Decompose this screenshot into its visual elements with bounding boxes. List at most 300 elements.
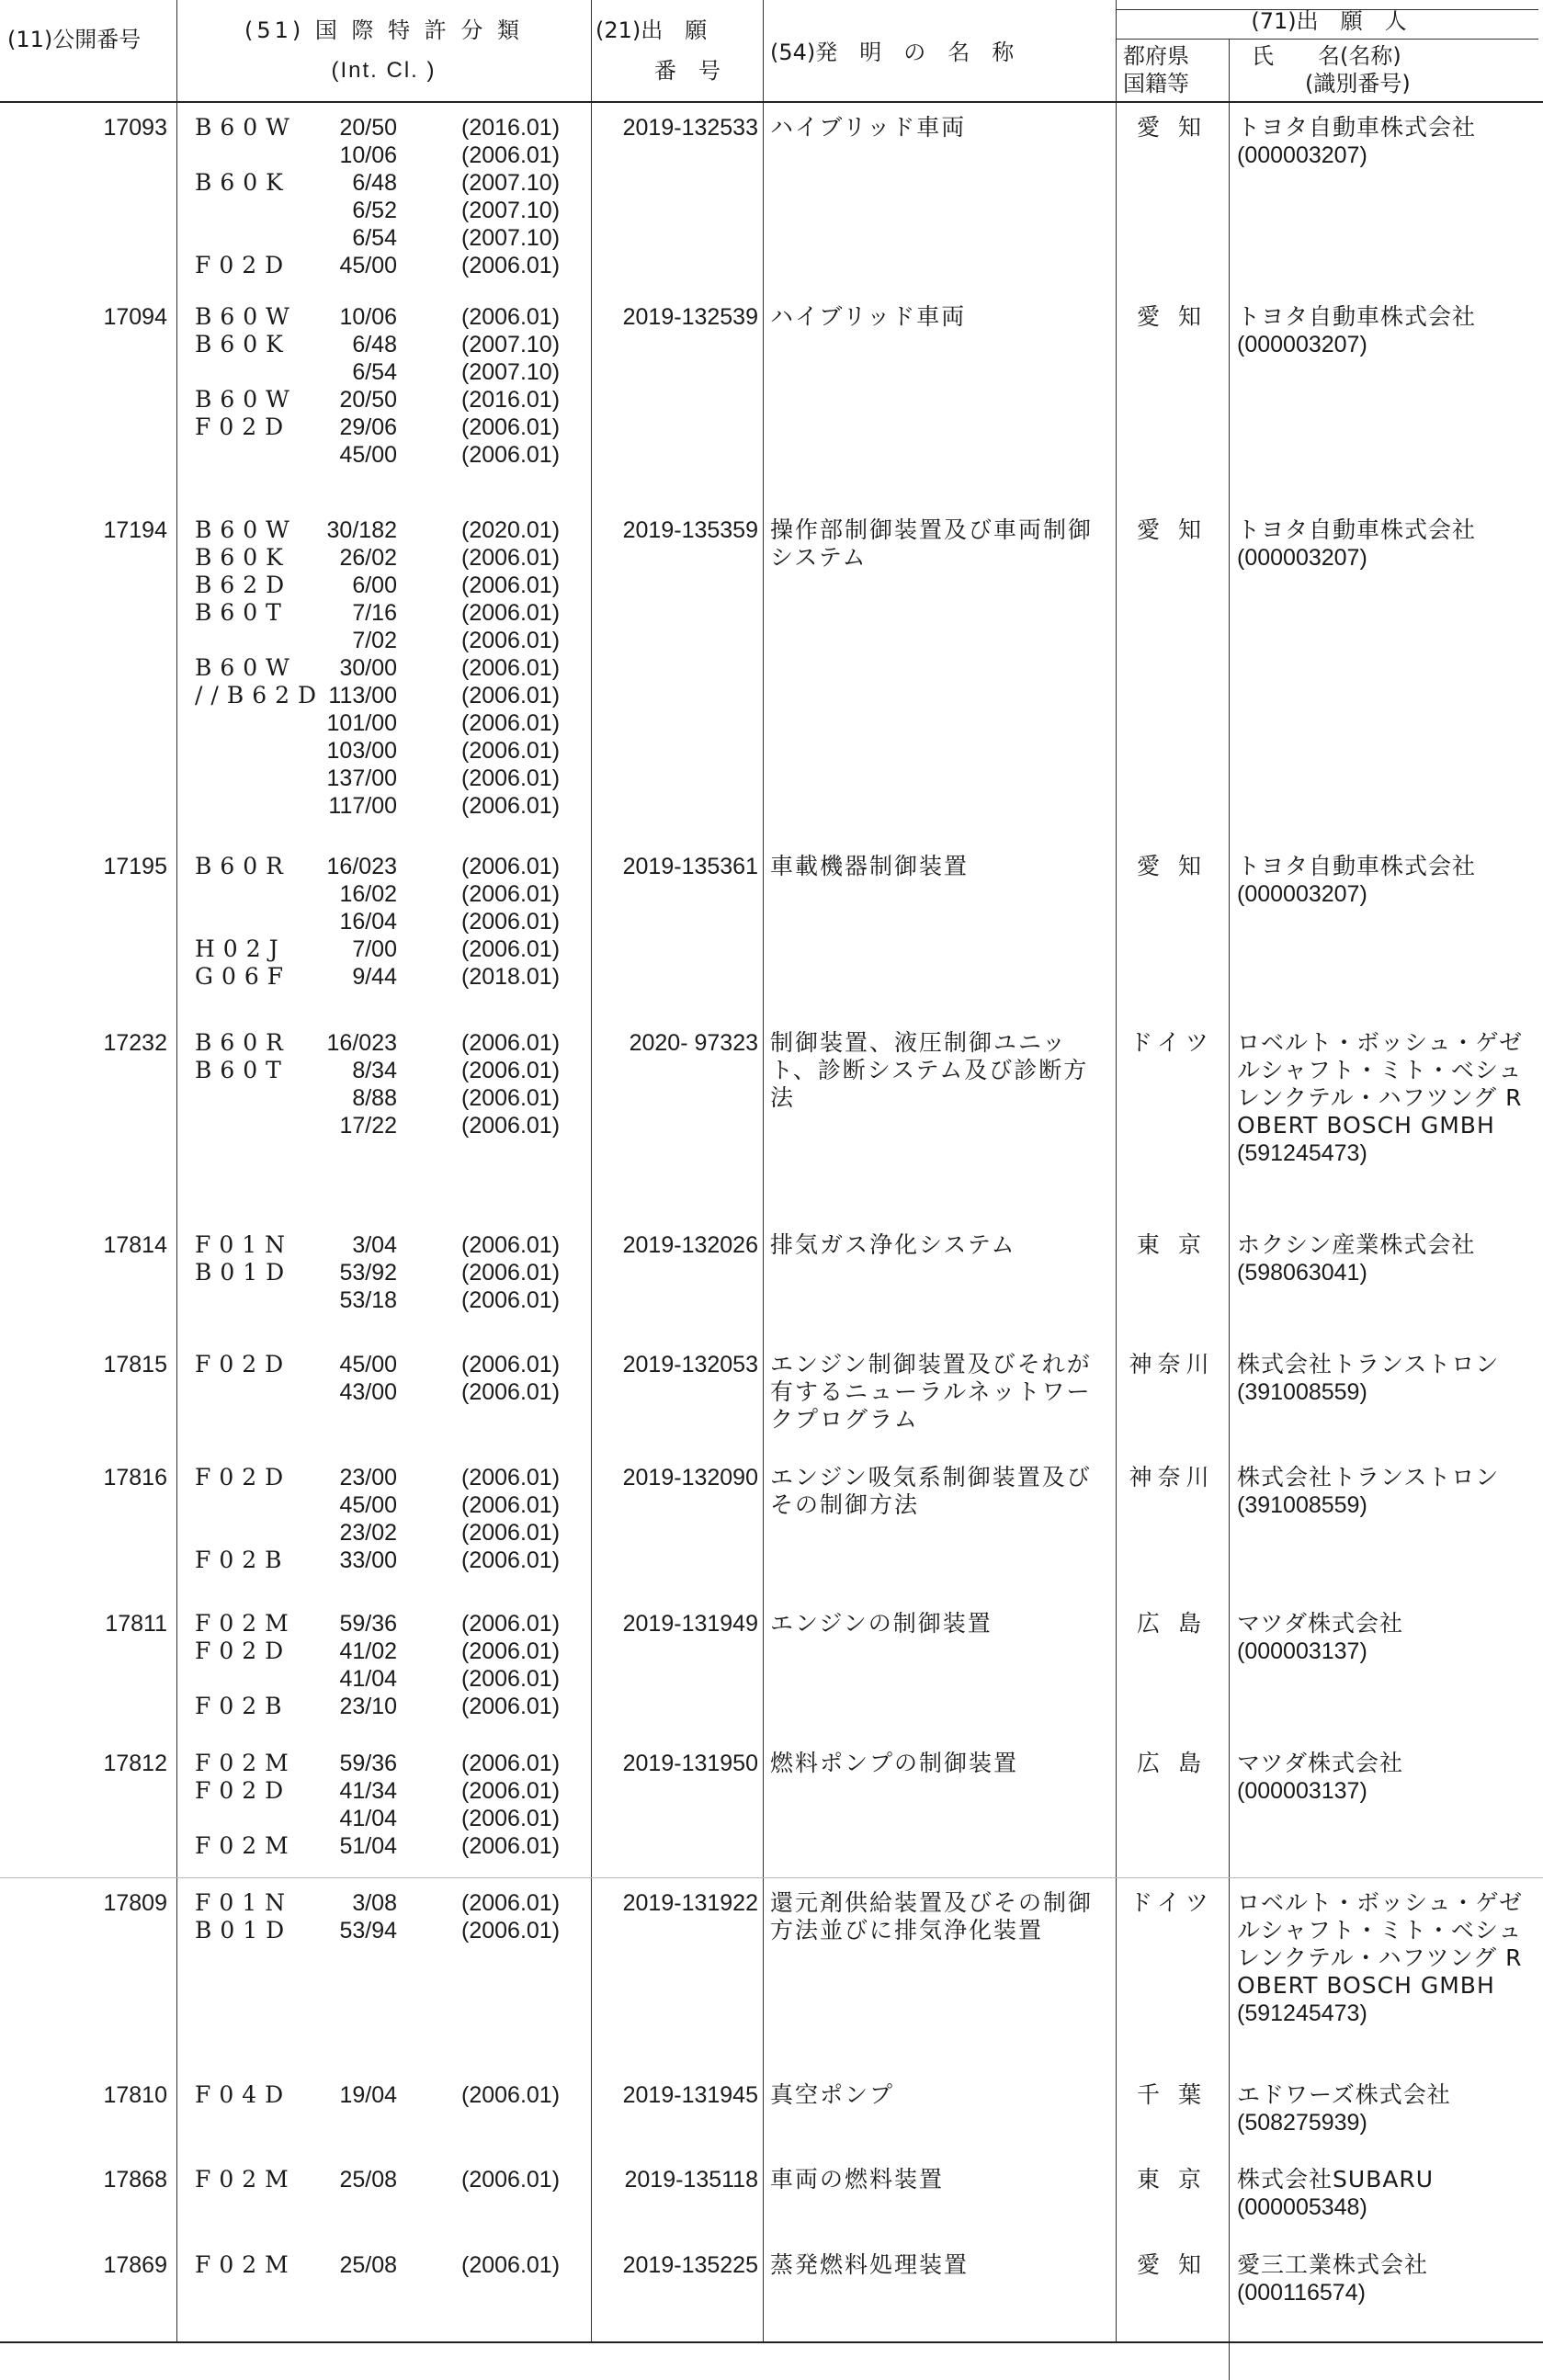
ipc-classification-list xyxy=(195,853,590,991)
header-pref: 都府県 xyxy=(1123,43,1189,69)
publication-number: 17094 xyxy=(103,304,167,330)
ipc-classification-list xyxy=(195,1029,590,1139)
ipc-version: (2006.01) xyxy=(461,854,561,879)
column-rule xyxy=(763,0,764,2341)
ipc-group: 23/02 xyxy=(339,1520,397,1546)
ipc-version: (2006.01) xyxy=(461,1260,561,1286)
applicant-name: トヨタ自動車株式会社 (000003207) xyxy=(1237,114,1538,169)
ipc-group: 53/18 xyxy=(339,1287,397,1313)
ipc-entry xyxy=(195,963,590,991)
applicant-id: (000003207) xyxy=(1237,142,1367,168)
ipc-entry xyxy=(195,386,590,414)
ipc-version: (2006.01) xyxy=(461,1058,561,1083)
applicant-prefecture: 東 京 xyxy=(1137,2166,1207,2193)
ipc-version: (2006.01) xyxy=(461,1352,561,1377)
ipc-group: 30/182 xyxy=(326,517,397,543)
ipc-group: 8/88 xyxy=(352,1085,397,1111)
applicant-prefecture: ドイツ xyxy=(1129,1029,1214,1056)
applicant-name: 株式会社トランストロン (391008559) xyxy=(1237,1464,1538,1519)
ipc-group: 29/06 xyxy=(339,414,397,440)
ipc-entry xyxy=(195,1610,590,1638)
ipc-group: 9/44 xyxy=(352,964,397,990)
publication-number: 17814 xyxy=(103,1232,167,1258)
application-number: 2019-132090 xyxy=(622,1465,758,1490)
column-rule xyxy=(591,0,592,2341)
ipc-group: 17/22 xyxy=(339,1113,397,1139)
invention-title: エンジン吸気系制御装置及びその制御方法 xyxy=(770,1464,1092,1518)
ipc-section: F01N xyxy=(195,1889,294,1916)
ipc-group: 41/34 xyxy=(339,1778,397,1804)
applicant-id: (598063041) xyxy=(1237,1260,1367,1286)
ipc-section: F02D xyxy=(195,1351,292,1377)
ipc-group: 45/00 xyxy=(339,1492,397,1518)
header-rule xyxy=(1116,39,1538,40)
ipc-entry xyxy=(195,1777,590,1805)
applicant-name: 株式会社トランストロン (391008559) xyxy=(1237,1351,1538,1406)
ipc-group: 26/02 xyxy=(339,545,397,571)
ipc-entry xyxy=(195,1805,590,1832)
header-app-no-sub: 番 号 xyxy=(654,58,720,84)
publication-number: 17195 xyxy=(103,854,167,879)
ipc-classification-list xyxy=(195,516,590,820)
ipc-version: (2006.01) xyxy=(461,1547,561,1573)
ipc-entry xyxy=(195,224,590,252)
invention-title: 車載機器制御装置 xyxy=(770,853,970,879)
publication-number: 17868 xyxy=(103,2167,167,2193)
ipc-section: F02B xyxy=(195,1693,290,1719)
ipc-group: 45/00 xyxy=(339,253,397,278)
ipc-entry xyxy=(195,252,590,279)
ipc-section: F01N xyxy=(195,1231,294,1258)
ipc-group: 43/00 xyxy=(339,1379,397,1405)
applicant-id: (000003207) xyxy=(1237,881,1367,907)
ipc-version: (2016.01) xyxy=(461,387,561,413)
ipc-version: (2006.01) xyxy=(461,1232,561,1258)
application-number: 2019-135225 xyxy=(622,2252,758,2278)
ipc-entry xyxy=(195,935,590,963)
ipc-section: B62D xyxy=(195,572,293,598)
ipc-group: 30/00 xyxy=(339,655,397,681)
ipc-section: H02J xyxy=(195,935,287,962)
ipc-group: 7/02 xyxy=(352,628,397,653)
header-name-sub: (識別番号) xyxy=(1305,71,1411,96)
ipc-group: 53/94 xyxy=(339,1918,397,1944)
ipc-entry xyxy=(195,853,590,880)
ipc-group: 6/48 xyxy=(352,170,397,196)
ipc-section: F04D xyxy=(195,2081,292,2108)
applicant-prefecture: 東 京 xyxy=(1137,1231,1207,1258)
invention-title: 制御装置、液圧制御ユニット、診断システム及び診断方法 xyxy=(770,1029,1089,1111)
applicant-prefecture: 広 島 xyxy=(1137,1610,1207,1637)
ipc-group: 25/08 xyxy=(339,2252,397,2278)
invention-title: ハイブリッド車両 xyxy=(770,114,967,141)
ipc-entry xyxy=(195,1259,590,1286)
header-title: (54)発 明 の 名 称 xyxy=(770,40,1015,65)
application-number: 2019-131950 xyxy=(622,1751,758,1776)
ipc-section: F02M xyxy=(195,1750,297,1776)
applicant-name: マツダ株式会社 (000003137) xyxy=(1237,1750,1538,1805)
ipc-version: (2006.01) xyxy=(461,253,561,278)
ipc-version: (2006.01) xyxy=(461,545,561,571)
ipc-group: 103/00 xyxy=(326,738,397,764)
applicant-name: トヨタ自動車株式会社 (000003207) xyxy=(1237,516,1538,572)
publication-number: 17869 xyxy=(103,2252,167,2278)
ipc-group: 25/08 xyxy=(339,2167,397,2193)
applicant-prefecture: 愛 知 xyxy=(1137,2251,1207,2278)
ipc-group: 51/04 xyxy=(339,1833,397,1859)
ipc-entry xyxy=(195,682,590,709)
ipc-entry xyxy=(195,1832,590,1860)
application-number: 2020- 97323 xyxy=(629,1030,758,1056)
ipc-version: (2007.10) xyxy=(461,198,561,223)
ipc-section: B60T xyxy=(195,1057,289,1083)
ipc-entry xyxy=(195,1491,590,1519)
ipc-version: (2006.01) xyxy=(461,1465,561,1490)
application-number: 2019-132026 xyxy=(622,1232,758,1258)
ipc-entry xyxy=(195,1286,590,1314)
ipc-classification-list xyxy=(195,1351,590,1406)
ipc-group: 113/00 xyxy=(328,683,397,708)
ipc-group: 137/00 xyxy=(326,765,397,791)
ipc-version: (2006.01) xyxy=(461,1833,561,1859)
publication-number: 17810 xyxy=(103,2082,167,2108)
ipc-classification-list xyxy=(195,2251,590,2279)
ipc-section: F02M xyxy=(195,1610,297,1637)
ipc-group: 45/00 xyxy=(339,442,397,468)
publication-number: 17811 xyxy=(105,1611,167,1637)
ipc-group: 20/50 xyxy=(339,387,397,413)
applicant-id: (591245473) xyxy=(1237,2000,1367,2026)
publication-number: 17232 xyxy=(103,1030,167,1056)
header-pref-sub: 国籍等 xyxy=(1123,71,1189,96)
applicant-prefecture: 神奈川 xyxy=(1129,1351,1215,1377)
ipc-section: //B62D xyxy=(195,682,325,708)
application-number: 2019-135359 xyxy=(622,517,758,543)
invention-title: ハイブリッド車両 xyxy=(770,303,967,330)
ipc-group: 59/36 xyxy=(339,1611,397,1637)
ipc-group: 16/023 xyxy=(326,1030,397,1056)
header-app-no: (21)出 願 xyxy=(596,17,708,43)
application-number: 2019-132053 xyxy=(622,1352,758,1377)
ipc-version: (2016.01) xyxy=(461,115,561,141)
column-rule xyxy=(1229,39,1230,2380)
ipc-group: 23/10 xyxy=(339,1694,397,1719)
ipc-section: B60T xyxy=(195,599,289,626)
ipc-entry xyxy=(195,1057,590,1084)
ipc-entry xyxy=(195,572,590,599)
ipc-entry xyxy=(195,197,590,224)
ipc-version: (2007.10) xyxy=(461,225,561,251)
applicant-prefecture: ドイツ xyxy=(1129,1889,1214,1916)
ipc-entry xyxy=(195,2081,590,2109)
publication-number: 17194 xyxy=(103,517,167,543)
ipc-version: (2006.01) xyxy=(461,1611,561,1637)
ipc-version: (2006.01) xyxy=(461,142,561,168)
ipc-version: (2006.01) xyxy=(461,1918,561,1944)
header-applicant: (71)出 願 人 xyxy=(1251,8,1407,34)
ipc-group: 10/06 xyxy=(339,304,397,330)
header-rule xyxy=(0,101,1543,103)
ipc-section: B60W xyxy=(195,386,298,413)
ipc-version: (2006.01) xyxy=(461,1751,561,1776)
applicant-id: (000116574) xyxy=(1237,2280,1366,2306)
ipc-version: (2006.01) xyxy=(461,881,561,907)
invention-title: エンジンの制御装置 xyxy=(770,1610,993,1637)
applicant-id: (391008559) xyxy=(1237,1492,1367,1518)
applicant-name: マツダ株式会社 (000003137) xyxy=(1237,1610,1538,1665)
row-separator xyxy=(0,1877,1543,1878)
ipc-section: F02D xyxy=(195,1464,292,1490)
ipc-group: 8/34 xyxy=(352,1058,397,1083)
ipc-classification-list xyxy=(195,1889,590,1944)
applicant-id: (000003137) xyxy=(1237,1778,1367,1804)
header-name: 氏 名(名称) xyxy=(1252,43,1401,69)
applicant-prefecture: 愛 知 xyxy=(1137,114,1207,141)
ipc-classification-list xyxy=(195,1464,590,1574)
ipc-version: (2006.01) xyxy=(461,2252,561,2278)
application-number: 2019-131949 xyxy=(622,1611,758,1637)
ipc-section: G06F xyxy=(195,963,292,990)
ipc-group: 59/36 xyxy=(339,1751,397,1776)
ipc-section: B60W xyxy=(195,114,298,141)
applicant-id: (591245473) xyxy=(1237,1140,1367,1166)
header-ipc-sub: (Int. Cl. ) xyxy=(331,58,437,83)
ipc-section: F02M xyxy=(195,1832,297,1859)
ipc-section: F02B xyxy=(195,1547,290,1573)
ipc-entry xyxy=(195,627,590,654)
ipc-group: 3/04 xyxy=(352,1232,397,1258)
ipc-version: (2006.01) xyxy=(461,600,561,626)
ipc-group: 10/06 xyxy=(339,142,397,168)
ipc-version: (2007.10) xyxy=(461,359,561,385)
ipc-entry xyxy=(195,1638,590,1665)
ipc-entry xyxy=(195,1464,590,1491)
invention-title: 真空ポンプ xyxy=(770,2081,895,2108)
invention-title: 燃料ポンプの制御装置 xyxy=(770,1750,1019,1776)
ipc-version: (2006.01) xyxy=(461,628,561,653)
ipc-version: (2006.01) xyxy=(461,442,561,468)
ipc-entry xyxy=(195,737,590,765)
ipc-entry xyxy=(195,169,590,197)
ipc-classification-list xyxy=(195,1610,590,1720)
ipc-entry xyxy=(195,1693,590,1720)
ipc-group: 41/02 xyxy=(339,1638,397,1664)
ipc-section: F02D xyxy=(195,1777,292,1804)
ipc-section: F02M xyxy=(195,2166,297,2193)
applicant-id: (000003207) xyxy=(1237,332,1367,357)
ipc-classification-list xyxy=(195,2166,590,2193)
ipc-version: (2020.01) xyxy=(461,517,561,543)
ipc-entry xyxy=(195,331,590,358)
column-rule xyxy=(1116,0,1117,2341)
invention-title: 蒸発燃料処理装置 xyxy=(770,2251,970,2278)
ipc-version: (2006.01) xyxy=(461,1694,561,1719)
ipc-entry xyxy=(195,599,590,627)
ipc-version: (2006.01) xyxy=(461,683,561,708)
ipc-version: (2006.01) xyxy=(461,1030,561,1056)
ipc-entry xyxy=(195,303,590,331)
ipc-entry xyxy=(195,1519,590,1547)
ipc-version: (2006.01) xyxy=(461,1492,561,1518)
invention-title: 還元剤供給装置及びその制御方法並びに排気浄化装置 xyxy=(770,1889,1094,1944)
ipc-entry xyxy=(195,880,590,908)
ipc-group: 6/54 xyxy=(352,225,397,251)
ipc-entry xyxy=(195,142,590,169)
ipc-section: B60W xyxy=(195,516,298,543)
application-number: 2019-131922 xyxy=(622,1890,758,1916)
ipc-version: (2007.10) xyxy=(461,332,561,357)
ipc-group: 6/54 xyxy=(352,359,397,385)
ipc-classification-list xyxy=(195,2081,590,2109)
applicant-prefecture: 愛 知 xyxy=(1137,516,1207,543)
ipc-entry xyxy=(195,441,590,469)
applicant-name: エドワーズ株式会社 (508275939) xyxy=(1237,2081,1538,2136)
ipc-classification-list xyxy=(195,114,590,279)
header-ipc: (51) 国 際 特 許 分 類 xyxy=(244,17,524,43)
ipc-version: (2006.01) xyxy=(461,2167,561,2193)
ipc-entry xyxy=(195,2251,590,2279)
ipc-section: B60K xyxy=(195,331,291,357)
ipc-version: (2006.01) xyxy=(461,1666,561,1692)
ipc-version: (2006.01) xyxy=(461,1085,561,1111)
publication-number: 17816 xyxy=(103,1465,167,1490)
ipc-entry xyxy=(195,709,590,737)
ipc-entry xyxy=(195,654,590,682)
ipc-entry xyxy=(195,1112,590,1139)
ipc-version: (2006.01) xyxy=(461,1778,561,1804)
ipc-section: B60K xyxy=(195,544,291,571)
ipc-entry xyxy=(195,792,590,820)
ipc-version: (2006.01) xyxy=(461,1638,561,1664)
application-number: 2019-135361 xyxy=(622,854,758,879)
column-rule xyxy=(176,0,177,2341)
application-number: 2019-132539 xyxy=(622,304,758,330)
ipc-entry xyxy=(195,2166,590,2193)
ipc-version: (2006.01) xyxy=(461,738,561,764)
ipc-version: (2007.10) xyxy=(461,170,561,196)
ipc-section: B60W xyxy=(195,303,298,330)
application-number: 2019-135118 xyxy=(624,2167,758,2193)
invention-title: 車両の燃料装置 xyxy=(770,2166,945,2193)
ipc-version: (2006.01) xyxy=(461,710,561,736)
ipc-section: F02D xyxy=(195,252,292,278)
ipc-group: 16/023 xyxy=(326,854,397,879)
ipc-version: (2006.01) xyxy=(461,1287,561,1313)
ipc-section: B60W xyxy=(195,654,298,681)
ipc-entry xyxy=(195,1231,590,1259)
applicant-name: ホクシン産業株式会社 (598063041) xyxy=(1237,1231,1538,1286)
ipc-version: (2006.01) xyxy=(461,655,561,681)
applicant-name: トヨタ自動車株式会社 (000003207) xyxy=(1237,303,1538,358)
publication-number: 17093 xyxy=(103,115,167,141)
ipc-version: (2006.01) xyxy=(461,765,561,791)
ipc-entry xyxy=(195,1750,590,1777)
ipc-section: F02D xyxy=(195,1638,292,1664)
invention-title: エンジン制御装置及びそれが有するニューラルネットワークプログラム xyxy=(770,1351,1092,1433)
applicant-prefecture: 千 葉 xyxy=(1137,2081,1207,2108)
ipc-entry xyxy=(195,414,590,441)
ipc-version: (2006.01) xyxy=(461,304,561,330)
invention-title: 操作部制御装置及び車両制御システム xyxy=(770,516,1094,571)
applicant-name: ロベルト・ボッシュ・ゲゼルシャフト・ミト・ベシュレンクテル・ハフツング ROBERT BOSCH GMBH (591245473) xyxy=(1237,1029,1538,1167)
ipc-version: (2006.01) xyxy=(461,2082,561,2108)
ipc-group: 53/92 xyxy=(339,1260,397,1286)
ipc-entry xyxy=(195,544,590,572)
applicant-prefecture: 神奈川 xyxy=(1129,1464,1215,1490)
footer-rule xyxy=(0,2341,1543,2343)
ipc-entry xyxy=(195,516,590,544)
applicant-prefecture: 広 島 xyxy=(1137,1750,1207,1776)
ipc-section: B60K xyxy=(195,169,291,196)
ipc-group: 16/04 xyxy=(339,909,397,935)
applicant-name: 愛三工業株式会社 (000116574) xyxy=(1237,2251,1538,2306)
ipc-entry xyxy=(195,358,590,386)
ipc-entry xyxy=(195,1665,590,1693)
ipc-entry xyxy=(195,1917,590,1944)
ipc-version: (2006.01) xyxy=(461,1806,561,1831)
ipc-version: (2006.01) xyxy=(461,936,561,962)
applicant-name: 株式会社SUBARU (000005348) xyxy=(1237,2166,1538,2221)
ipc-entry xyxy=(195,908,590,935)
application-number: 2019-132533 xyxy=(622,115,758,141)
ipc-section: B60R xyxy=(195,1029,292,1056)
ipc-group: 101/00 xyxy=(326,710,397,736)
ipc-section: F02M xyxy=(195,2251,297,2278)
ipc-version: (2006.01) xyxy=(461,909,561,935)
ipc-version: (2018.01) xyxy=(461,964,561,990)
ipc-section: F02D xyxy=(195,414,292,440)
application-number: 2019-131945 xyxy=(622,2082,758,2108)
ipc-entry xyxy=(195,1378,590,1406)
ipc-classification-list xyxy=(195,1231,590,1314)
applicant-id: (000003207) xyxy=(1237,545,1367,571)
publication-number: 17812 xyxy=(103,1751,167,1776)
ipc-group: 20/50 xyxy=(339,115,397,141)
applicant-name: トヨタ自動車株式会社 (000003207) xyxy=(1237,853,1538,908)
ipc-entry xyxy=(195,1351,590,1378)
ipc-entry xyxy=(195,1547,590,1574)
applicant-prefecture: 愛 知 xyxy=(1137,853,1207,879)
applicant-prefecture: 愛 知 xyxy=(1137,303,1207,330)
ipc-entry xyxy=(195,1029,590,1057)
publication-number: 17815 xyxy=(103,1352,167,1377)
header-pub-no: (11)公開番号 xyxy=(7,27,142,52)
ipc-version: (2006.01) xyxy=(461,414,561,440)
ipc-group: 33/00 xyxy=(339,1547,397,1573)
ipc-version: (2006.01) xyxy=(461,1379,561,1405)
ipc-group: 45/00 xyxy=(339,1352,397,1377)
ipc-section: B01D xyxy=(195,1259,293,1286)
ipc-classification-list xyxy=(195,1750,590,1860)
ipc-group: 6/00 xyxy=(352,572,397,598)
ipc-group: 117/00 xyxy=(328,793,397,819)
ipc-version: (2006.01) xyxy=(461,793,561,819)
ipc-section: B01D xyxy=(195,1917,293,1944)
ipc-group: 3/08 xyxy=(352,1890,397,1916)
ipc-group: 16/02 xyxy=(339,881,397,907)
applicant-name: ロベルト・ボッシュ・ゲゼルシャフト・ミト・ベシュレンクテル・ハフツング ROBERT BOSCH GMBH (591245473) xyxy=(1237,1889,1538,2027)
applicant-id: (391008559) xyxy=(1237,1379,1367,1405)
applicant-id: (000005348) xyxy=(1237,2194,1367,2220)
ipc-classification-list xyxy=(195,303,590,469)
ipc-group: 41/04 xyxy=(339,1666,397,1692)
ipc-version: (2006.01) xyxy=(461,1113,561,1139)
ipc-group: 7/16 xyxy=(352,600,397,626)
ipc-group: 7/00 xyxy=(352,936,397,962)
ipc-group: 6/52 xyxy=(352,198,397,223)
ipc-group: 41/04 xyxy=(339,1806,397,1831)
ipc-section: B60R xyxy=(195,853,292,879)
